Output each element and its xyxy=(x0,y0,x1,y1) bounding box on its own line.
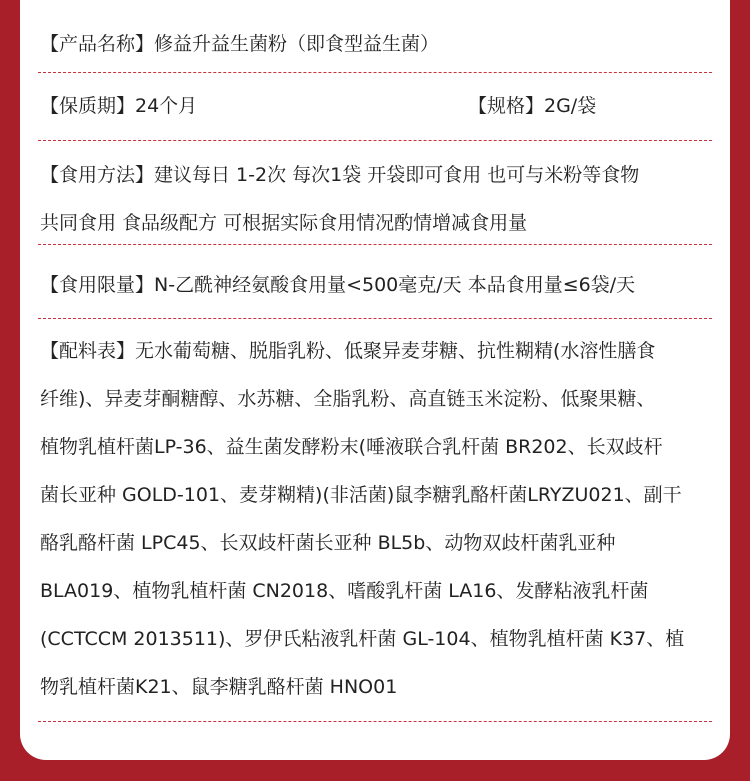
ingredients-block xyxy=(40,327,710,711)
usage-row xyxy=(40,151,710,247)
intake-limit: 【食用限量】N-乙酰神经氨酸食用量<500毫克/天 本品食用量≤6袋/天 xyxy=(40,274,636,296)
divider xyxy=(38,140,712,141)
divider xyxy=(38,318,712,319)
ingredients-line: 植物乳植杆菌LP-36、益生菌发酵粉末(唾液联合乳杆菌 BR202、长双歧杆 xyxy=(40,436,663,458)
shelf-life: 【保质期】24个月 xyxy=(40,95,198,117)
ingredients-line: 菌长亚种 GOLD-101、麦芽糊精)(非活菌)鼠李糖乳酪杆菌LRYZU021、副干 xyxy=(40,484,682,506)
shelf-life-spec-row xyxy=(40,82,710,130)
limit-row xyxy=(40,261,710,309)
info-card xyxy=(20,0,730,760)
ingredients-line: 物乳植杆菌K21、鼠李糖乳酪杆菌 HNO01 xyxy=(40,676,398,698)
product-name-row xyxy=(40,20,710,68)
usage-line-1: 【食用方法】建议每日 1-2次 每次1袋 开袋即可食用 也可与米粉等食物 xyxy=(40,164,640,186)
ingredients-line: 纤维)、异麦芽酮糖醇、水苏糖、全脂乳粉、高直链玉米淀粉、低聚果糖、 xyxy=(40,388,656,410)
product-name: 【产品名称】修益升益生菌粉（即食型益生菌） xyxy=(40,33,440,55)
divider xyxy=(38,244,712,245)
divider xyxy=(38,721,712,722)
divider xyxy=(38,72,712,73)
spec: 【规格】2G/袋 xyxy=(468,95,597,117)
ingredients-line: 酪乳酪杆菌 LPC45、长双歧杆菌长亚种 BL5b、动物双歧杆菌乳亚种 xyxy=(40,532,616,554)
ingredients-line: BLA019、植物乳植杆菌 CN2018、嗜酸乳杆菌 LA16、发酵粘液乳杆菌 xyxy=(40,580,649,602)
usage-line-2: 共同食用 食品级配方 可根据实际食用情况酌情增减食用量 xyxy=(40,212,528,234)
ingredients-line: 【配料表】无水葡萄糖、脱脂乳粉、低聚异麦芽糖、抗性糊精(水溶性膳食 xyxy=(40,340,656,362)
ingredients-line: (CCTCCM 2013511)、罗伊氏粘液乳杆菌 GL-104、植物乳植杆菌 K37、植 xyxy=(40,628,685,650)
